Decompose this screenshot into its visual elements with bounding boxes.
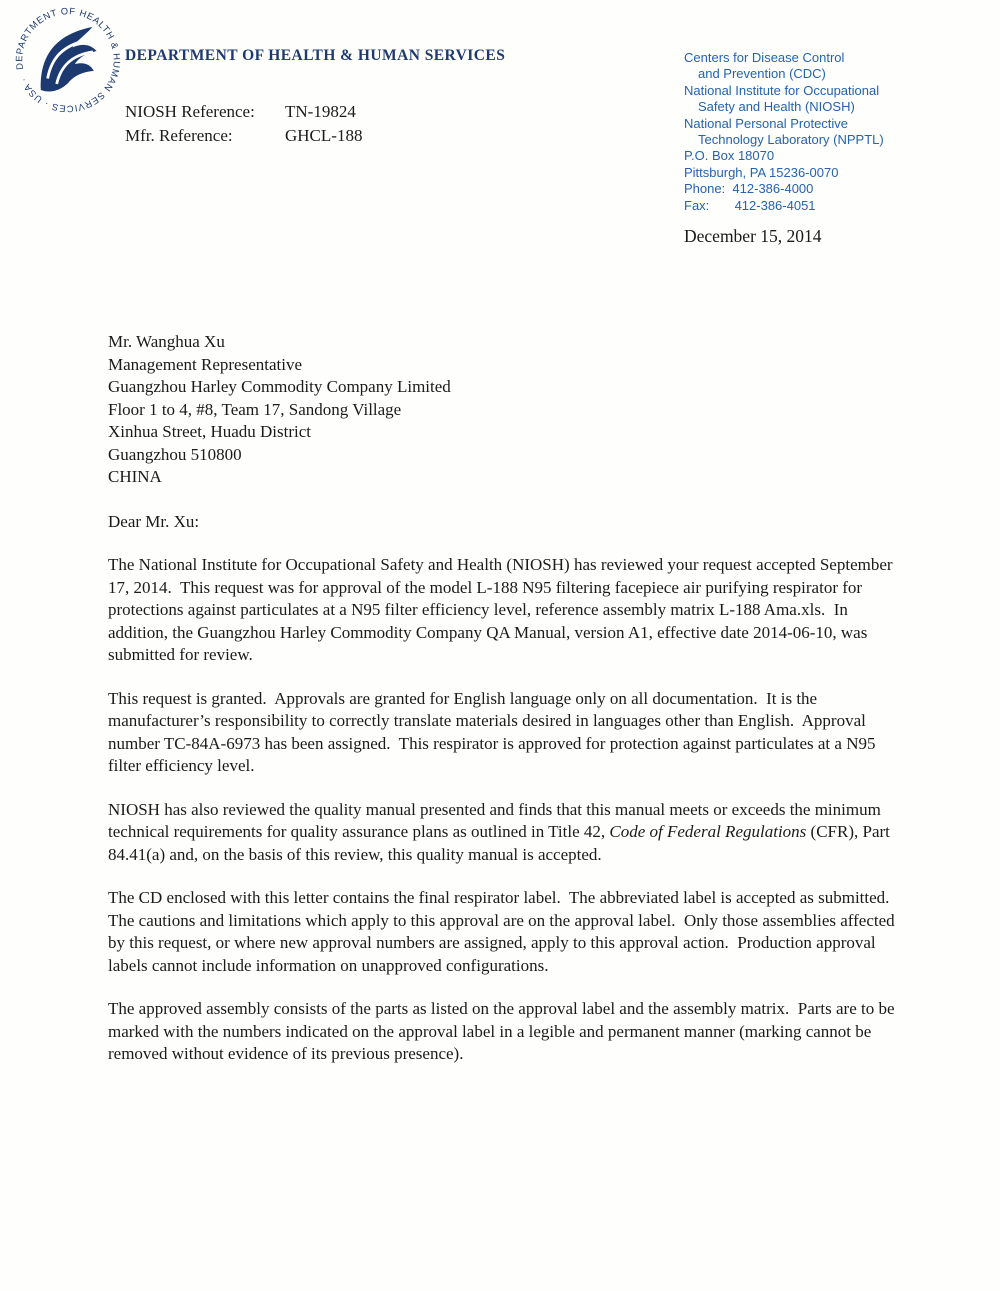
reference-label: NIOSH Reference: (125, 102, 255, 121)
paragraph (108, 554, 900, 667)
hhs-eagle-icon (0, 0, 136, 128)
paragraph (108, 799, 900, 867)
contact-line: P.O. Box 18070 (684, 148, 775, 164)
contact-line: Pittsburgh, PA 15236-0070 (684, 164, 839, 180)
paragraph (108, 998, 900, 1066)
text-segment: Code of Federal Regulations (609, 822, 807, 841)
text-segment: NIOSH has also reviewed the quality manual presented and finds that this manual meets or exceeds the minimum technical requirements for quality assurance plans as outlined in Title 42, (108, 799, 886, 841)
reference-block (125, 100, 362, 148)
hhs-seal-logo (0, 0, 136, 128)
reference-value: GHCL-188 (285, 126, 363, 145)
paragraph (108, 688, 900, 778)
reference-label: Mfr. Reference: (125, 126, 233, 145)
address-line: Xinhua Street, Huadu District (108, 422, 312, 441)
contact-line: Phone: 412-386-4000 (684, 181, 814, 197)
address-line: Floor 1 to 4, #8, Team 17, Sandong Village (108, 399, 402, 419)
contact-line: and Prevention (CDC) (698, 66, 826, 82)
address-line: Guangzhou 510800 (108, 444, 242, 464)
address-line: Mr. Wanghua Xu (108, 332, 225, 351)
contact-line: Technology Laboratory (NPPTL) (698, 132, 884, 148)
contact-line: National Institute for Occupational (684, 82, 880, 98)
text-segment: (CFR), Part 84.41(a) and, on the basis of this review, this quality manual is accepted. (108, 822, 895, 864)
contact-line: National Personal Protective (684, 115, 849, 131)
letter-paragraphs (108, 554, 900, 1066)
reference-value: TN-19824 (285, 102, 356, 121)
salutation: Dear Mr. Xu: (108, 511, 200, 531)
letter-date: December 15, 2014 (684, 226, 822, 246)
paragraph (108, 887, 900, 977)
address-line: CHINA (108, 467, 162, 486)
contact-line: Safety and Health (NIOSH) (698, 99, 855, 115)
address-line: Guangzhou Harley Commodity Company Limited (108, 377, 451, 396)
agency-title: DEPARTMENT OF HEALTH & HUMAN SERVICES (125, 47, 506, 64)
text-segment: This request is granted. Approvals are granted for English language only on all documentation. It is the manufacturer’s responsibility to correctly translate materials desired in languages other than English. Approval number TC-84A-6973 has been assigned. This respirator is approved for protection against particulates at a N95 filter efficiency level. (108, 688, 880, 775)
contact-line: Fax: 412-386-4051 (684, 197, 816, 213)
text-segment: The approved assembly consists of the parts as listed on the approval label and the assembly matrix. Parts are to be marked with the numbers indicated on the approval label in a legible and permanent manner (marking cannot be removed without evidence of its previous presence). (108, 999, 899, 1063)
cdc-contact-block (684, 50, 964, 214)
reference-row (125, 124, 362, 148)
letter-body (108, 331, 900, 1066)
svg-text:DEPARTMENT OF HEALTH & HUMAN S: DEPARTMENT OF HEALTH & HUMAN SERVICES · USA · (14, 6, 122, 114)
contact-line: Centers for Disease Control (684, 50, 845, 65)
text-segment: The National Institute for Occupational Safety and Health (NIOSH) has reviewed your request accepted September 17, 2014. This request was for approval of the model L-188 N95 filtering facepiece air purifying respirator for protections against particulates at a N95 filter efficiency level, reference assembly matrix L-188 Ama.xls. In addition, the Guangzhou Harley Commodity Company QA Manual, version A1, effective date 2014-06-10, was submitted for review. (108, 555, 897, 664)
text-segment: The CD enclosed with this letter contains the final respirator label. The abbreviated label is accepted as submitted. The cautions and limitations which apply to this approval are on the approval label. Only those assemblies affected by this request, or where new approval numbers are assigned, apply to this approval action. Production approval labels cannot include information on unapproved configurations. (108, 888, 899, 975)
eagle-shape (29, 27, 105, 94)
reference-row (125, 100, 362, 124)
recipient-address (108, 331, 900, 489)
address-line: Management Representative (108, 354, 303, 374)
